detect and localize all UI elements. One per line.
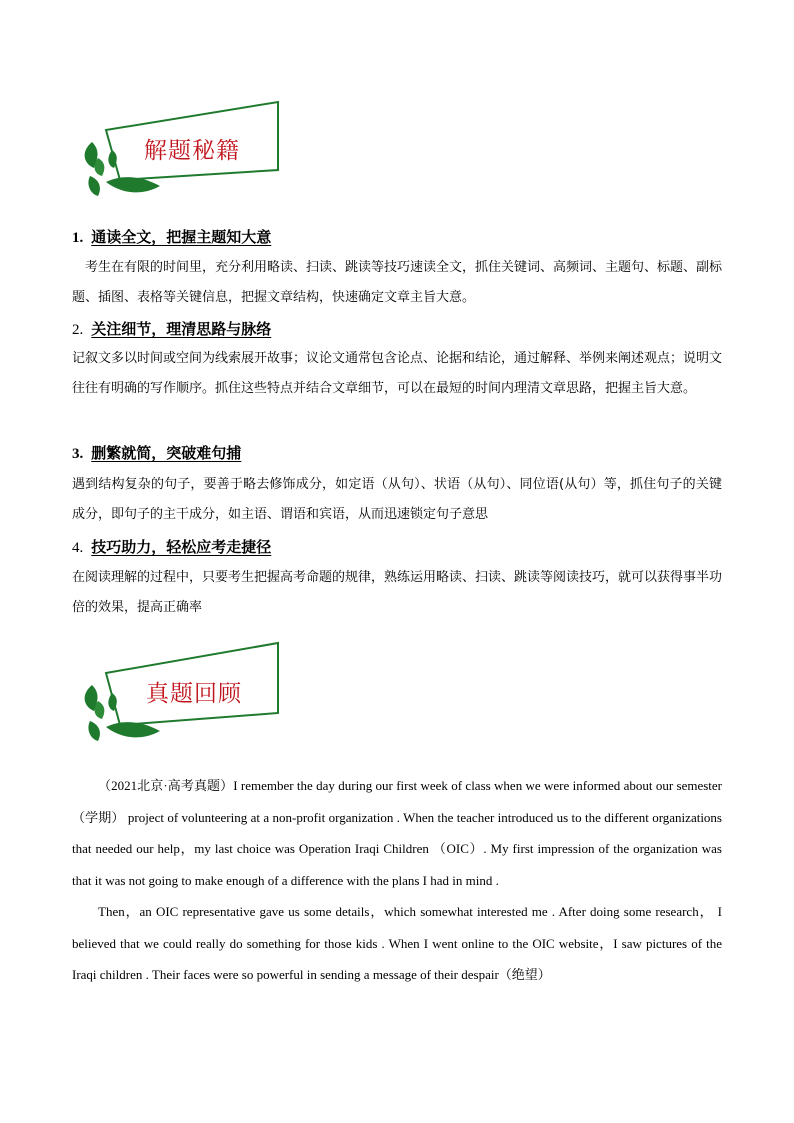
passage-paragraph-2: Then，an OIC representative gave us some details，which somewhat interested me . After doing some research， I believed that we could really do something for those kids . When I went online to the OIC website，I saw pictures of the Iraqi children . Their faces were so powerful in sending a message of their despair（绝望） xyxy=(72,904,722,982)
tip-body-1: 考生在有限的时间里，充分利用略读、扫读、跳读等技巧速读全文，抓住关键词、高频词、主题句、标题、副标题、插图、表格等关键信息，把握文章结构，快速确定文章主旨大意。 xyxy=(72,260,723,305)
section-banner-review xyxy=(72,641,292,741)
tip-number: 2. xyxy=(72,322,84,338)
tip-heading-3 xyxy=(72,442,241,463)
tip-title: 通读全文，把握主题知大意 xyxy=(91,228,272,246)
tip-heading-2 xyxy=(72,318,271,339)
tip-body-4: 在阅读理解的过程中，只要考生把握高考命题的规律，熟练运用略读、扫读、跳读等阅读技巧，就可以获得事半功倍的效果，提高正确率 xyxy=(72,570,723,615)
tip-heading-4 xyxy=(72,536,271,557)
reading-passage xyxy=(72,770,722,991)
tip-number: 1. xyxy=(72,230,84,246)
tip-body-3: 遇到结构复杂的句子，要善于略去修饰成分，如定语（从句）、状语（从句）、同位语(从句）等，抓住句子的关键成分，即句子的主干成分，如主语、谓语和宾语，从而迅速锁定句子意思 xyxy=(72,477,722,522)
banner-title: 解题秘籍 xyxy=(144,138,240,164)
tip-heading-1 xyxy=(72,226,271,247)
tip-number: 3. xyxy=(72,446,84,462)
tip-title: 删繁就简，突破难句捕 xyxy=(91,444,242,462)
tip-title: 关注细节，理清思路与脉络 xyxy=(91,320,272,338)
tip-body-2: 记叙文多以时间或空间为线索展开故事；议论文通常包含论点、论据和结论，通过解释、举例来阐述观点；说明文往往有明确的写作顺序。抓住这些特点并结合文章细节，可以在最短的时间内理清文章思路，把握主旨大意。 xyxy=(72,351,723,396)
banner-title: 真题回顾 xyxy=(146,681,242,707)
tip-title: 技巧助力，轻松应考走捷径 xyxy=(91,538,272,556)
passage-paragraph-1: （2021北京·高考真题）I remember the day during our first week of class when we were informed about our semester（学期） project of volunteering at a non-profit organization . When the teacher introduced us to the different organizations that needed our help，my last choice was Operation Iraqi Children （OIC）. My first impression of the organization was that it was not going to make enough of a difference with the plans I had in mind . xyxy=(72,778,722,888)
tip-number: 4. xyxy=(72,540,84,556)
section-banner-tips xyxy=(72,100,292,200)
